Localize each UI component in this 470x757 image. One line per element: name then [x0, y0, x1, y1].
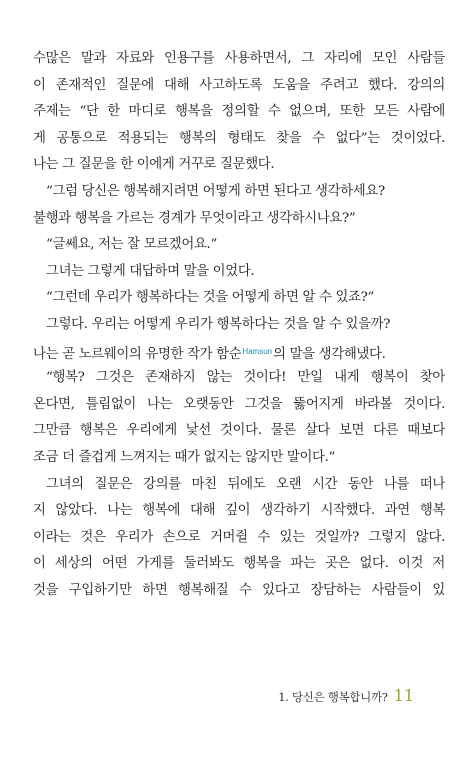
running-head: 1. 당신은 행복합니까?: [278, 690, 388, 704]
text-line: 그녀의 질문은 강의를 마친 뒤에도 오랜 시간 동안 나를 떠나: [46, 476, 445, 492]
text-line: 게 공통으로 적용되는 행복의 형태도 찾을 수 없다”는 것이었다.: [33, 130, 445, 146]
text-line: 수많은 말과 자료와 인용구를 사용하면서, 그 자리에 모인 사람들: [33, 51, 445, 66]
text-line: “그런데 우리가 행복하다는 것을 어떻게 하면 알 수 있죠?”: [46, 290, 374, 306]
text-segment: 나는 곧 노르웨이의 유명한 작가 함순: [33, 346, 242, 362]
text-line: 온다면, 틀림없이 나는 오랫동안 그것을 뚫어지게 바라볼 것이다.: [33, 396, 445, 412]
page-number: 11: [393, 686, 414, 705]
text-line: 그만큼 행복은 우리에게 낯선 것이다. 물론 살다 보면 다른 때보다: [33, 423, 445, 439]
text-line: “행복? 그것은 존재하지 않는 것이다! 만일 내게 행복이 찾아: [46, 370, 445, 386]
text-line-with-annotation: [33, 339, 445, 366]
text-line: 불행과 행복을 가르는 경계가 무엇이라고 생각하시나요?”: [33, 210, 356, 226]
text-line: 이 존재적인 질문에 대해 사고하도록 도움을 주려고 했다. 강의의: [33, 77, 445, 93]
text-line: 이라는 것은 우리가 손으로 거머쥘 수 있는 것일까? 그렇지 않다.: [33, 529, 445, 545]
text-line: “글쎄요, 저는 잘 모르겠어요.”: [46, 237, 217, 253]
text-segment: 의 말을 생각해냈다.: [273, 346, 386, 362]
text-line: 조금 더 즐겁게 느껴지는 때가 없지는 않지만 말이다.”: [33, 449, 336, 465]
text-line: 그녀는 그렇게 대답하며 말을 이었다.: [46, 263, 255, 279]
body-text: [33, 46, 445, 604]
text-line: 지 않았다. 나는 행복에 대해 깊이 생각하기 시작했다. 과연 행복: [33, 503, 445, 519]
text-line: 그렇다. 우리는 어떻게 우리가 행복하다는 것을 알 수 있을까?: [46, 316, 391, 332]
text-line: 이 세상의 어떤 가게를 둘러봐도 행복을 파는 곳은 없다. 이것 저: [33, 556, 445, 572]
text-line: 주제는 “단 한 마디로 행복을 정의할 수 없으며, 또한 모든 사람에: [33, 104, 445, 120]
page-footer: [278, 686, 414, 705]
text-line: 나는 그 질문을 한 이에게 거꾸로 질문했다.: [33, 157, 275, 173]
text-line: “그럼 당신은 행복해지려면 어떻게 하면 된다고 생각하세요?: [46, 183, 385, 199]
name-annotation: Hamsun: [242, 346, 273, 356]
text-line: 것을 구입하기만 하면 행복해질 수 있다고 장담하는 사람들이 있: [33, 582, 445, 598]
